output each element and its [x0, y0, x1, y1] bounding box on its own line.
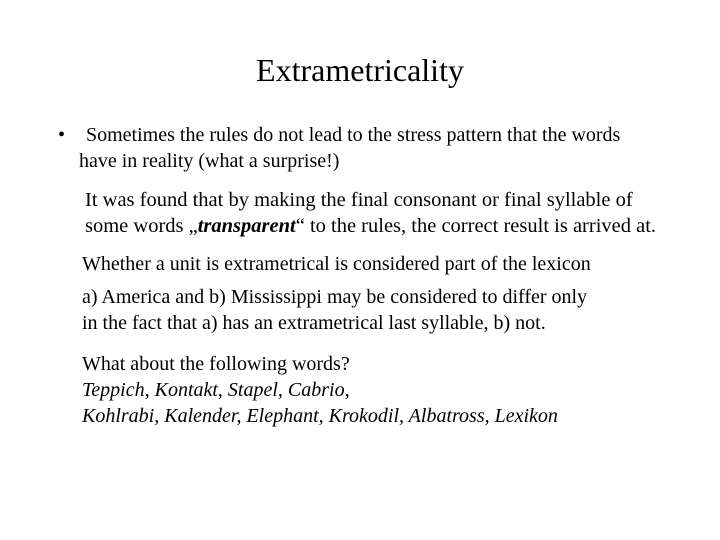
emphasis-transparent: transparent: [197, 215, 296, 237]
paragraph-line: a) America and b) Mississippi may be considered to differ only: [82, 286, 588, 308]
paragraph-line: It was found that by making the final consonant or final syllable of: [85, 189, 633, 211]
paragraph-lexicon: [82, 251, 591, 277]
bullet-text-line-1: Sometimes the rules do not lead to the stress pattern that the words: [86, 124, 621, 146]
text-prefix: some words „: [85, 215, 198, 237]
paragraph-transparent: [85, 187, 656, 239]
word-list-line-1: Teppich, Kontakt, Stapel, Cabrio,: [82, 379, 350, 401]
bullet-item: [50, 122, 620, 174]
question-line: What about the following words?: [82, 353, 350, 375]
text-suffix: “ to the rules, the correct result is arrived at.: [295, 215, 657, 237]
word-list-line-2: Kohlrabi, Kalender, Elephant, Krokodil, Albatross, Lexikon: [82, 405, 558, 427]
paragraph-question: [82, 351, 558, 429]
paragraph-line: Whether a unit is extrametrical is considered part of the lexicon: [82, 253, 591, 275]
paragraph-line: [85, 213, 656, 239]
bullet-text-line-2: have in reality (what a surprise!): [79, 150, 340, 172]
paragraph-line: in the fact that a) has an extrametrical last syllable, b) not.: [82, 312, 546, 334]
slide-title: Extrametricality: [256, 52, 464, 88]
paragraph-example: [82, 284, 587, 336]
bullet-marker: •: [58, 124, 66, 146]
